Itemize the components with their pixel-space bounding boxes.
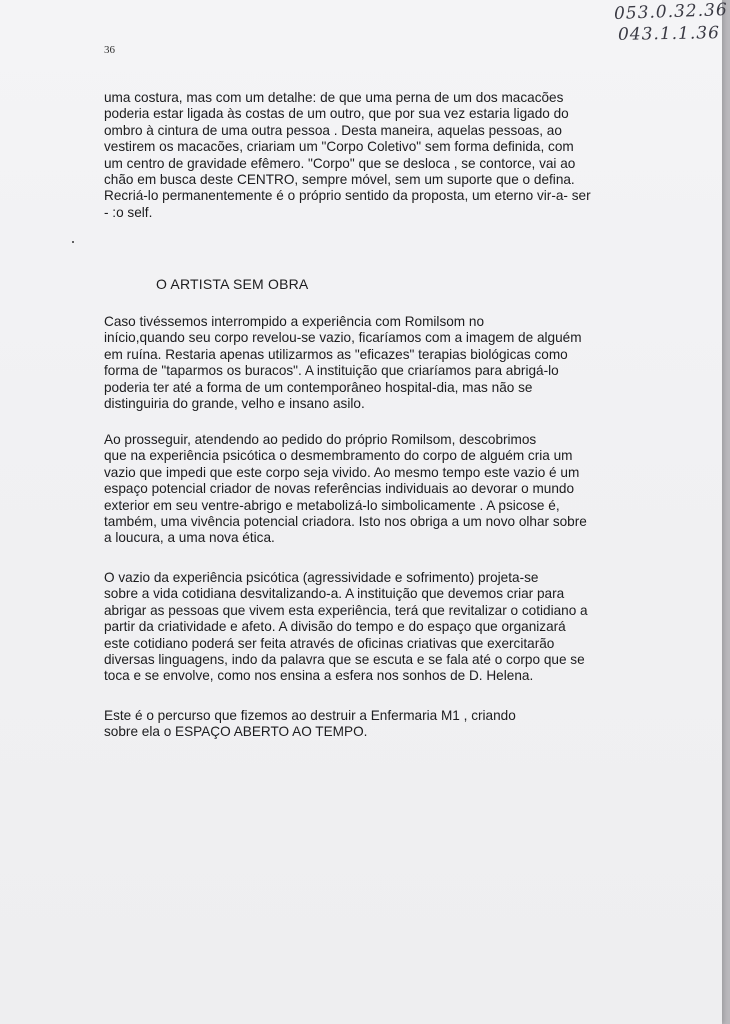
paragraph-1: Caso tivéssemos interrompido a experiência com Romilsom no início,quando seu corpo revelou-se vazio, ficaríamos com a imagem de alguém em ruína. Restaria apenas utilizarmos as "eficazes" terapias biológicas como forma de "taparmos os buracos". A instituição que criaríamos para abrigá-lo poderia ter até a forma de um contemporâneo hospital-dia, mas não se distinguiria do grande, velho e insano asilo. <box>104 314 582 412</box>
handwritten-reference-1: 053.0.32.36 <box>613 0 729 24</box>
page-number: 36 <box>104 44 115 56</box>
paragraph-3: O vazio da experiência psicótica (agressividade e sofrimento) projeta-se sobre a vida cotidiana desvitalizando-a. A instituição que devemos criar para abrigar as pessoas que vivem esta experiência, terá que revitalizar o cotidiano a partir da criatividade e afeto. A divisão do tempo e do espaço que organizará este cotidiano poderá ser feita através de oficinas criativas que exercitarão diversas linguagens, indo da palavra que se escuta e se fala até o corpo que se toca e se envolve, como nos ensina a esfera nos sonhos de D. Helena. <box>104 570 588 684</box>
paragraph-4: Este é o percurso que fizemos ao destruir a Enfermaria M1 , criando sobre ela o ESPAÇO ABERTO AO TEMPO. <box>104 708 516 740</box>
paragraph-intro: uma costura, mas com um detalhe: de que uma perna de um dos macacões poderia estar ligada às costas de um outro, que por sua vez estaria ligado do ombro à cintura de uma outra pessoa . Desta maneira, aquelas pessoas, ao vestirem os macacões, criariam um "Corpo Coletivo" sem forma definida, com um centro de gravidade efêmero. "Corpo" que se desloca , se contorce, vai ao chão em busca deste CENTRO, sempre móvel, sem um suporte que o defina. Recriá-lo permanentemente é o próprio sentido da proposta, um eterno vir-a- ser - :o self. <box>104 90 591 220</box>
handwritten-reference-2: 043.1.1.36 <box>617 23 721 45</box>
paragraph-2: Ao prosseguir, atendendo ao pedido do próprio Romilsom, descobrimos que na experiência psicótica o desmembramento do corpo de alguém cria um vazio que impedi que este corpo seja vivido. Ao mesmo tempo este vazio é um espaço potencial criador de novas referências individuais ao devorar o mundo exterior em seu ventre-abrigo e metabolizá-lo simbolicamente . A psicose é, também, uma vivência potencial criadora. Isto nos obriga a um novo olhar sobre a loucura, a uma nova ética. <box>104 432 587 546</box>
section-title: O ARTISTA SEM OBRA <box>156 276 309 292</box>
ink-speck <box>72 241 74 243</box>
